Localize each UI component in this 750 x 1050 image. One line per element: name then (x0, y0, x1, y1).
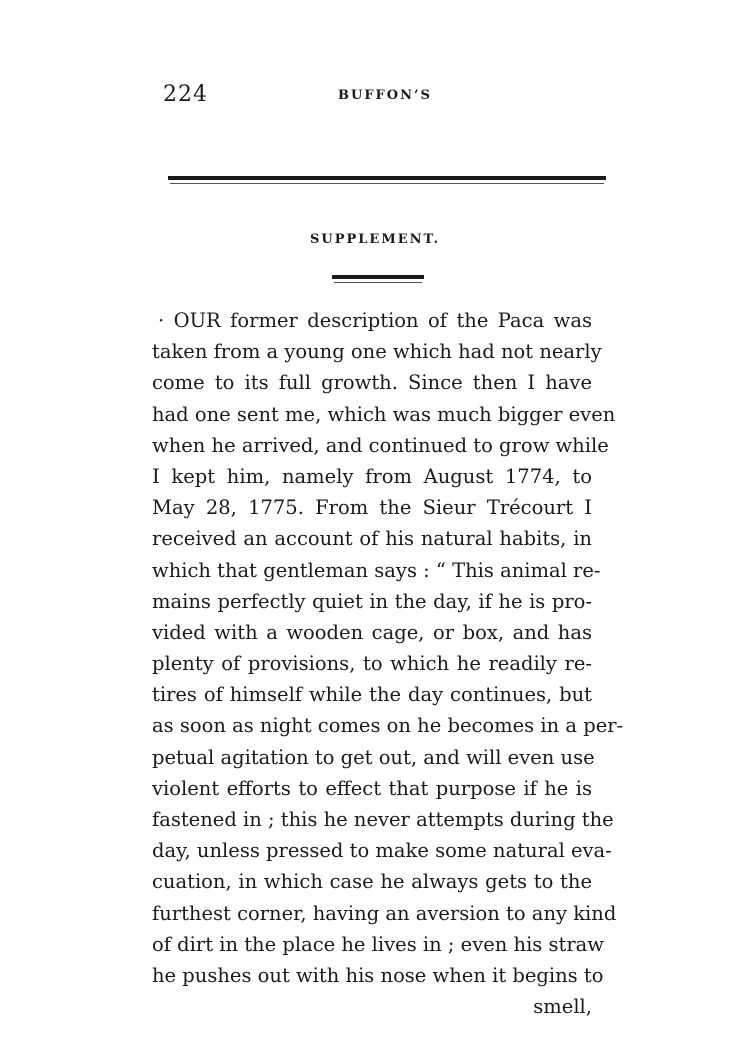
text-line: petual agitation to get out, and will even use (152, 745, 595, 769)
text-line: violent efforts to effect that purpose if he is (152, 776, 592, 800)
text-line: had one sent me, which was much bigger even (152, 402, 616, 426)
section-title: SUPPLEMENT. (310, 232, 441, 247)
section-rule-thin (334, 282, 422, 283)
text-line: furthest corner, having an aversion to any kind (152, 901, 617, 925)
text-line: fastened in ; this he never attempts during the (152, 808, 614, 831)
text-line: · OUR former description of the Paca was (158, 309, 592, 332)
text-line: May 28, 1775. From the Sieur Trécourt I (152, 496, 592, 520)
text-line: tires of himself while the day continues, but (152, 683, 592, 707)
text-line: smell, (533, 995, 592, 1019)
text-line: when he arrived, and continued to grow while (152, 433, 609, 457)
text-line: mains perfectly quiet in the day, if he is pro- (152, 589, 592, 613)
body-text (152, 305, 624, 1022)
running-head: BUFFON’S (338, 88, 432, 103)
text-line: of dirt in the place he lives in ; even his straw (152, 932, 604, 956)
text-line: which that gentleman says : “ This animal re- (152, 558, 601, 582)
text-line: plenty of provisions, to which he readily re- (152, 652, 592, 676)
text-line: day, unless pressed to make some natural eva- (152, 839, 612, 863)
text-line: as soon as night comes on he becomes in a per- (152, 714, 624, 738)
text-line: received an account of his natural habits, in (152, 527, 592, 551)
text-line: cuation, in which case he always gets to the (152, 870, 592, 894)
text-line: he pushes out with his nose when it begins to (152, 963, 604, 987)
text-line: come to its full growth. Since then I have (152, 371, 592, 395)
header-rule-thin (170, 183, 604, 184)
text-line: taken from a young one which had not nearly (152, 340, 602, 364)
text-line: vided with a wooden cage, or box, and has (152, 620, 592, 644)
header-rule (168, 176, 606, 180)
section-rule (332, 275, 424, 279)
page-number: 224 (163, 82, 208, 107)
text-line: I kept him, namely from August 1774, to (152, 464, 592, 488)
